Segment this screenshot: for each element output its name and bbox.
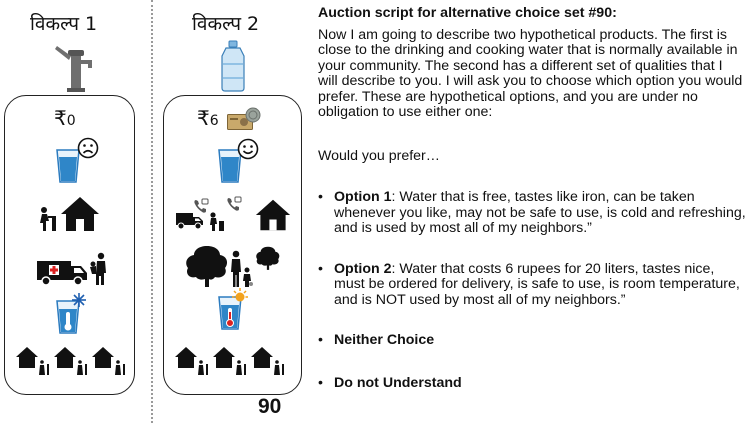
option2-title: विकल्प 2 xyxy=(192,13,260,35)
sun-icon xyxy=(231,288,249,304)
sad-face-icon xyxy=(77,137,99,159)
option1-text: : Water that is free, tastes like iron, can be taken whenever you like, may not be safe to use, is cold and refreshing, and is used by most all of my neighbors.” xyxy=(334,189,746,236)
delivery-truck-icon xyxy=(176,212,204,230)
option2-text: : Water that costs 6 rupees for 20 liters, tastes nice, must be ordered for delivery, is safe to use, is room temperature, and is NOT used by most all of my neighbors.” xyxy=(334,260,740,308)
option2-label: Option 2 xyxy=(334,260,392,277)
house-icon xyxy=(60,196,100,232)
water-jug-icon xyxy=(220,40,246,92)
ambulance-icon xyxy=(36,258,88,286)
neither-choice-item xyxy=(318,333,746,349)
script-intro: Now I am going to describe two hypothetical products. The first is close to the drinking and cooking water that is normally available in your community. The second has a different set of qualities that I will describe to you. I will ask you to choose which option you would prefer. These are hypothetical options, and you are under no obligation to use either one: xyxy=(318,26,743,120)
coin-icon xyxy=(245,107,261,123)
person-at-pump-icon xyxy=(38,206,60,232)
option1-label: Option 1 xyxy=(334,189,392,205)
auction-script xyxy=(318,6,746,391)
page-number: 90 xyxy=(258,395,282,418)
parent-carrying-child-icon xyxy=(88,252,110,286)
options-divider xyxy=(151,0,153,423)
do-not-understand-label: Do not Understand xyxy=(334,374,462,391)
do-not-understand-item xyxy=(318,376,746,392)
tree-icon xyxy=(184,244,230,288)
house-icon xyxy=(255,198,291,232)
snowflake-icon xyxy=(72,293,86,307)
phone-icon xyxy=(226,196,242,212)
family-icon xyxy=(228,250,254,288)
person-icon xyxy=(208,212,226,232)
option2-price-value: 6 xyxy=(209,113,219,129)
neighbor-houses-icon xyxy=(175,346,287,376)
phone-icon xyxy=(193,198,209,214)
option-list xyxy=(318,190,746,391)
script-question: Would you prefer… xyxy=(318,147,440,164)
option2-price xyxy=(197,106,219,130)
option2-item xyxy=(318,262,746,309)
neighbor-houses-icon xyxy=(16,346,128,376)
hand-pump-icon xyxy=(54,44,100,92)
rupee-symbol: ₹ xyxy=(54,106,67,130)
tree-icon xyxy=(255,244,281,272)
option1-price-value: 0 xyxy=(66,113,76,129)
option1-title: विकल्प 1 xyxy=(30,13,98,35)
neither-choice-label: Neither Choice xyxy=(334,332,435,348)
rupee-symbol: ₹ xyxy=(197,106,210,130)
smiley-face-icon xyxy=(237,138,259,160)
option1-item xyxy=(318,190,746,237)
script-heading: Auction script for alternative choice set #90: xyxy=(318,5,617,21)
option1-price xyxy=(54,106,76,130)
